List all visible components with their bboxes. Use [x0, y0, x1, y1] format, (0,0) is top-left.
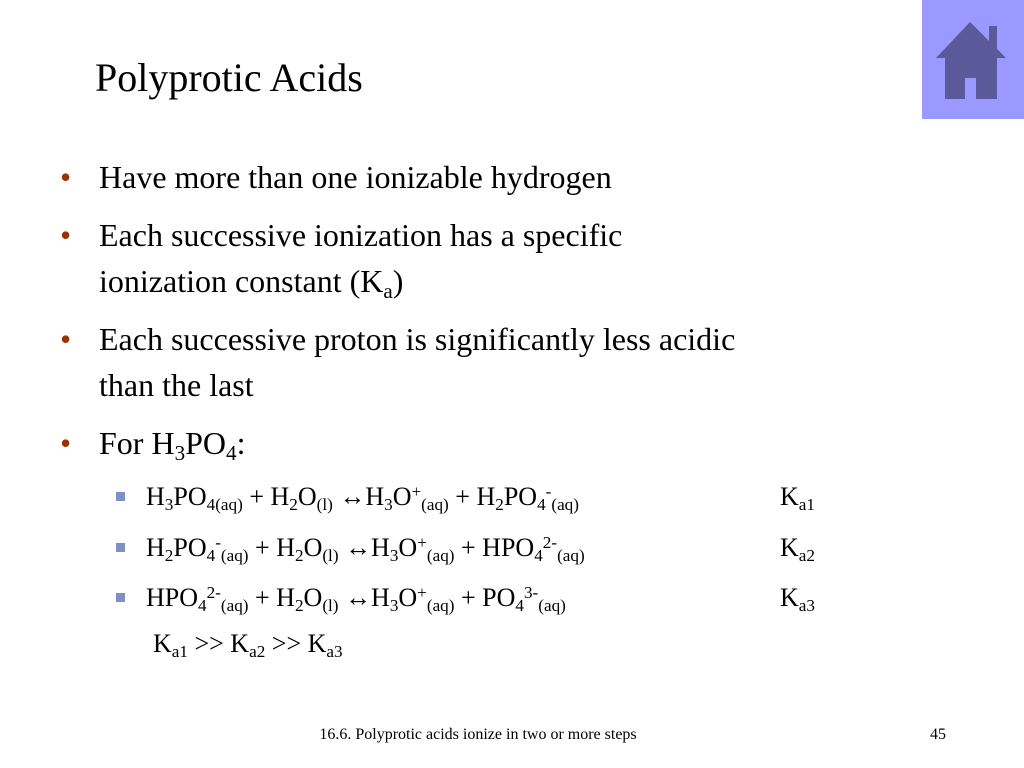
k-comparison: $K_{a1} >> K_{a2} >> K_{a3}$	[153, 629, 343, 662]
sub-bullet-marker	[116, 543, 125, 552]
equilibrium-constant: $K_{a3}$	[780, 583, 815, 616]
bullet-text: Have more than one ionizable hydrogen	[99, 159, 612, 195]
bullet-marker: •	[60, 159, 72, 195]
bullet-marker: •	[60, 425, 72, 461]
equation-text: $H_2PO_4^-_{(aq)} + H_2O_{(l)}$ $\leftrightarrow H_3O^+_{(aq)} + HPO_4^{2-}_{(aq)}$	[146, 533, 585, 566]
sub-bullet-marker	[116, 492, 125, 501]
equation-text: $HPO_4^{2-}_{(aq)} + H_2O_{(l)}$ $\leftrightarrow H_3O^+_{(aq)} + PO_4^{3-}_{(aq)}$	[146, 583, 566, 616]
home-icon	[922, 0, 1024, 119]
bullet-text: Each successive ionization has a specific ionization constant $(K_a)$	[99, 217, 623, 304]
page-number: 45	[930, 726, 946, 743]
slide-footer: 16.6. Polyprotic acids ionize in two or more steps	[319, 726, 637, 743]
home-button[interactable]	[922, 0, 1024, 119]
bullet-marker: •	[60, 217, 72, 253]
equation-text: $H_3PO_{4(aq)} + H_2O_{(l)}$ $\leftrightarrow H_3O^+_{(aq)} + H_2PO_4^-_{(aq)}$	[146, 482, 579, 515]
equilibrium-constant: $K_{a2}$	[780, 533, 815, 566]
bullet-text: Each successive proton is significantly less acidic than the last	[99, 321, 736, 403]
bullet-text: For $H_3PO_4$:	[99, 425, 246, 466]
bullet-marker: •	[60, 321, 72, 357]
slide-title: Polyprotic Acids	[95, 55, 363, 100]
sub-bullet-marker	[116, 593, 125, 602]
equilibrium-constant: $K_{a1}$	[780, 482, 815, 515]
